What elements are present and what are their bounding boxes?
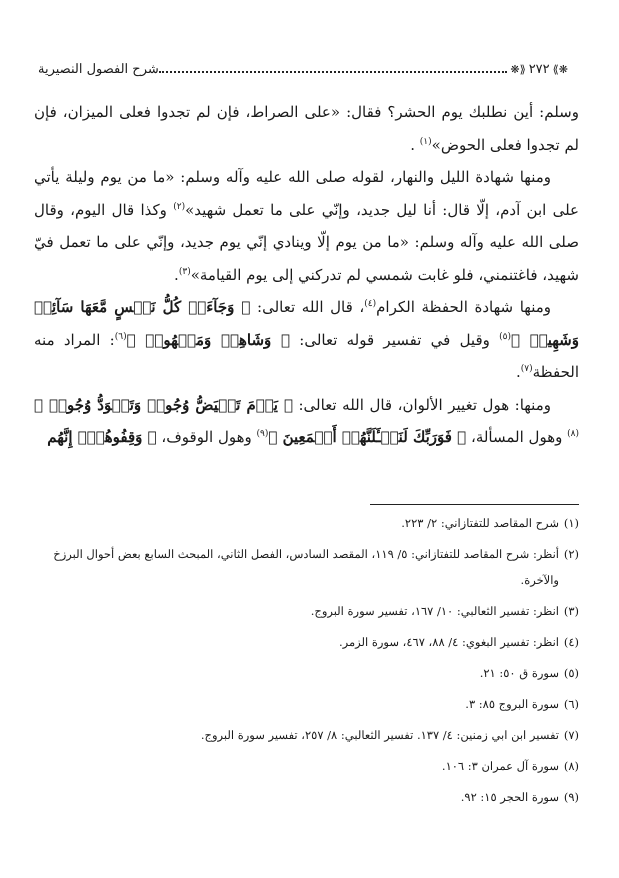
running-header — [34, 58, 577, 80]
footnote-text: سورة آل عمران ٣: ١٠٦. — [441, 759, 559, 773]
footnote-item — [34, 722, 579, 748]
footnote-number: (٦) — [563, 697, 579, 711]
footnote-number: (٨) — [563, 759, 579, 773]
footnote-number: (٢) — [563, 547, 579, 561]
footnote-ref[interactable]: (٦) — [114, 331, 127, 342]
footnote-text: أنظر: شرح المقاصد للتفتازاني: ٥/ ١١٩، المقصد السادس، الفصل الثاني، المبحث السابع بعض أحوال البرزخ والآخرة. — [53, 547, 559, 587]
main-text — [34, 96, 579, 454]
footnote-item — [34, 541, 579, 593]
footnotes — [34, 510, 579, 815]
footnote-number: (٩) — [563, 790, 579, 804]
footnote-number: (١) — [563, 516, 579, 530]
footnote-text: تفسير ابن ابي زمنين: ٤/ ١٣٧. تفسير الثعالبي: ٨/ ٢٥٧، تفسير سورة البروج. — [200, 728, 559, 742]
footnote-item — [34, 629, 579, 655]
footnote-number: (٤) — [563, 635, 579, 649]
footnote-number: (٧) — [563, 728, 579, 742]
book-title: شرح الفصول النصيرية — [38, 61, 159, 77]
footnote-ref[interactable]: (٥) — [499, 331, 512, 342]
paragraph-3: ومنها شهادة الحفظة الكرام$^{(٤)}$، قال الله تعالى: ﴿ وَجَآءَتۡ كُلُّ نَفۡسٍ مَّعَهَا سَآئِقٞ وَشَهِيدٞ ﴾$^{(٥)}$ وقيل في تفسير قوله تعالى: ﴿ وَشَاهِدٖ وَمَشۡهُودٖ ﴾$^{(٦)}$: المراد منه الحفظة$^{(٧)}$. — [34, 298, 579, 381]
footnote-text: شرح المقاصد للتفتازاني: ٢/ ٢٢٣. — [401, 516, 559, 530]
quran-verse: ﴿ فَوَرَبِّكَ لَنَسۡـَٔلَنَّهُمۡ أَجۡمَعِينَ ﴾ — [268, 428, 467, 446]
footnote-ref[interactable]: (١) — [419, 136, 432, 147]
footnote-ref[interactable]: (٩) — [256, 429, 269, 439]
paragraph-2: ومنها شهادة الليل والنهار، لقوله صلى الله عليه وآله وسلم: «ما من يوم وليلة يأتي على ابن آدم، إلّا قال: أنا ليل جديد، وإنّي على ما تعمل شهيد»$^{(٢)}$ وكذا قال اليوم، وقال صلى الله عليه وآله وسلم: «ما من يوم إلّا وينادي إنّي يوم جديد، وإنّي على ما تعمل فيّ شهيد، فاغتنمني، فلو غابت شمسي لم تدركني إلى يوم القيامة»$^{(٣)}$. — [34, 168, 579, 284]
paragraph-4: ومنها: هول تغيير الألوان، قال الله تعالى: ﴿ يَوۡمَ تَبۡيَضُّ وُجُوهٞ وَتَسۡوَدُّ وُجُوهٞ ﴾$^{(٨)}$ وهول المسألة، ﴿ فَوَرَبِّكَ لَنَسۡـَٔلَنَّهُمۡ أَجۡمَعِينَ ﴾$^{(٩)}$ وهول الوقوف، ﴿ وَقِفُوهُمۡۖ إِنَّهُم — [34, 395, 579, 446]
footnote-separator — [370, 504, 579, 505]
footnote-ref[interactable]: (٨) — [567, 429, 579, 439]
quran-verse: ﴿ وَقِفُوهُمۡۖ إِنَّهُم — [47, 428, 157, 446]
footnote-ref[interactable]: (٣) — [178, 266, 191, 277]
footnote-item — [34, 660, 579, 686]
footnote-ref[interactable]: (٢) — [173, 201, 186, 212]
paragraph-1: وسلم: أين نطلبك يوم الحشر؟ فقال: «على الصراط، فإن لم تجدوا فعلى الميزان، فإن لم تجدوا فعلى الحوض»$^{(١)}$ . — [34, 103, 579, 154]
page-number-block — [507, 62, 577, 77]
footnote-item — [34, 753, 579, 779]
footnote-number: (٥) — [563, 666, 579, 680]
footnote-text: سورة ق ٥٠: ٢١. — [479, 666, 559, 680]
footnote-text: انظر: تفسير الثعالبي: ١٠/ ١٦٧، تفسير سورة البروج. — [310, 604, 559, 618]
page-number: ٢٧٢ — [528, 61, 550, 77]
footnote-item — [34, 784, 579, 810]
footnote-text: سورة البروج ٨٥: ٣. — [465, 697, 559, 711]
footnote-ref[interactable]: (٤) — [364, 299, 377, 309]
footnote-ref[interactable]: (٧) — [520, 364, 533, 374]
ornament-right-icon: ❋⟫ — [552, 62, 568, 76]
dotted-leader — [159, 71, 508, 73]
footnote-item — [34, 510, 579, 536]
quran-verse: ﴿ يَوۡمَ تَبۡيَضُّ وُجُوهٞ وَتَسۡوَدُّ وُجُوهٞ ﴾ — [34, 395, 293, 414]
footnote-text: سورة الحجر ١٥: ٩٢. — [460, 790, 559, 804]
footnote-item — [34, 598, 579, 624]
footnote-number: (٣) — [563, 604, 579, 618]
footnote-text: انظر: تفسير البغوي: ٤/ ٨٨، ٤٦٧، سورة الزمر. — [338, 635, 559, 649]
quran-verse: ﴿ وَشَاهِدٖ وَمَشۡهُودٖ ﴾ — [126, 330, 290, 349]
quran-verse: ﴿ وَجَآءَتۡ كُلُّ نَفۡسٍ مَّعَهَا سَآئِقٞ وَشَهِيدٞ ﴾ — [34, 298, 579, 349]
ornament-left-icon: ⟪❋ — [510, 62, 526, 76]
footnote-item — [34, 691, 579, 717]
